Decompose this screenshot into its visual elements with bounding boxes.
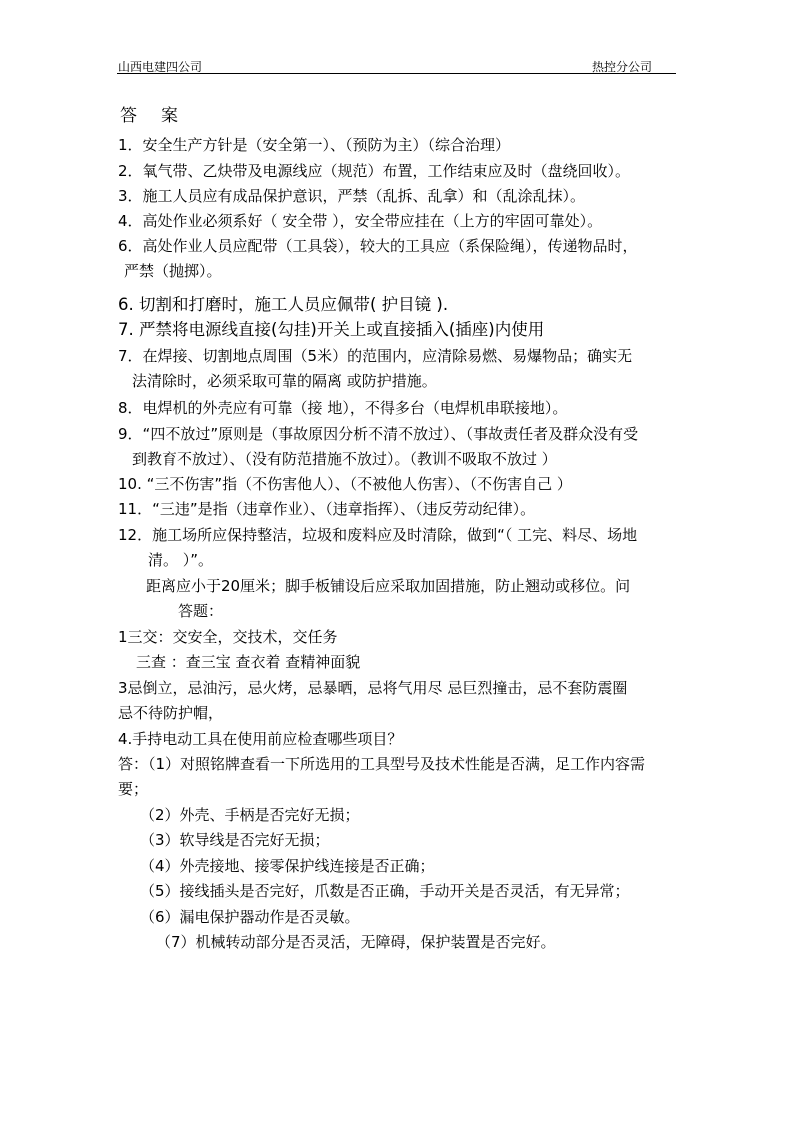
answer-line: （7）机械转动部分是否灵活，无障碍，保护装置是否完好。 [156,933,556,951]
answer-line: 答：（1）对照铭牌查看一下所选用的工具型号及技术性能是否满，足工作内容需 [118,755,646,773]
answer-line: 2．氧气带、乙炔带及电源线应（规范）布置，工作结束应及时（盘绕回收）。 [118,162,631,180]
answer-line: 要； [118,780,149,798]
answer-line: 到教育不放过）、（没有防范措施不放过）。（教训不吸取不放过 ） [132,450,557,468]
answer-line: （2）外壳、手柄是否完好无损； [140,806,360,824]
answer-line: 7．在焊接、切割地点周围（5米）的范围内，应清除易燃、易爆物品；确实无 [118,347,633,365]
answer-line: 清。 ）”。 [148,551,214,569]
answer-line: 3忌倒立，忌油污，忌火烤，忌暴晒，忌将气用尽 忌巨烈撞击，忌不套防震圈 [118,679,628,697]
answer-line: 6．高处作业人员应配带（工具袋），较大的工具应（系保险绳），传递物品时， [118,237,638,255]
answer-line: 1三交：交安全，交技术，交任务 [118,628,338,646]
answer-heading [120,106,178,126]
header-company: 山西电建四公司 [118,60,203,74]
answer-line: （6）漏电保护器动作是否灵敏。 [140,908,360,926]
answer-line: 12．施工场所应保持整洁，垃圾和废料应及时清除，做到“（ 工完、料尽、场地 [118,526,638,544]
qa-heading: 答题： [178,602,224,620]
answer-line: 法清除时，必须采取可靠的隔离 或防护措施。 [132,372,437,390]
answer-line: （3）软导线是否完好无损； [140,831,330,849]
answer-line: 3．施工人员应有成品保护意识，严禁（乱拆、乱拿）和（乱涂乱抹）。 [118,187,586,205]
answer-line: 6. 切割和打磨时，施工人员应佩带( 护目镜 ). [118,295,449,314]
answer-heading-char-2: 案 [161,106,178,126]
answer-line: 严禁（抛掷）。 [124,262,222,280]
answer-line: 1．安全生产方针是（安全第一）、（预防为主）（综合治理） [118,136,511,154]
header-department: 热控分公司 [592,60,653,74]
answer-heading-char-1: 答 [120,106,137,126]
answer-line: 三查 ：查三宝 查衣着 查精神面貌 [136,653,361,671]
answer-line: 4．高处作业必须系好（ 安全带 ），安全带应挂在（上方的牢固可靠处）。 [118,212,603,230]
answer-line: 8．电焊机的外壳应有可靠（接 地），不得多台（电焊机串联接地）。 [118,399,568,417]
answer-line: 距离应小于20厘米；脚手板铺设后应采取加固措施，防止翘动或移位。问 [146,577,631,595]
answer-line: 忌不待防护帽， [118,704,224,722]
answer-line: （4）外壳接地、接零保护线连接是否正确； [140,857,435,875]
answer-line: 10. “三不伤害”指（不伤害他人）、（不被他人伤害）、（不伤害自己 ） [118,475,572,493]
answer-line: 11．“三违”是指（违章作业）、（违章指挥）、（违反劳动纪律）。 [118,500,536,518]
answer-line: （5）接线插头是否完好，爪数是否正确，手动开关是否灵活，有无异常； [140,882,630,900]
answer-line: 9．“四不放过”原则是（事故原因分析不清不放过）、（事故责任者及群众没有受 [118,425,639,443]
question-line: 4.手持电动工具在使用前应检查哪些项目？ [118,730,403,748]
answer-line: 7. 严禁将电源线直接(勾挂)开关上或直接插入(插座)内使用 [118,320,545,339]
header-divider [117,73,676,74]
